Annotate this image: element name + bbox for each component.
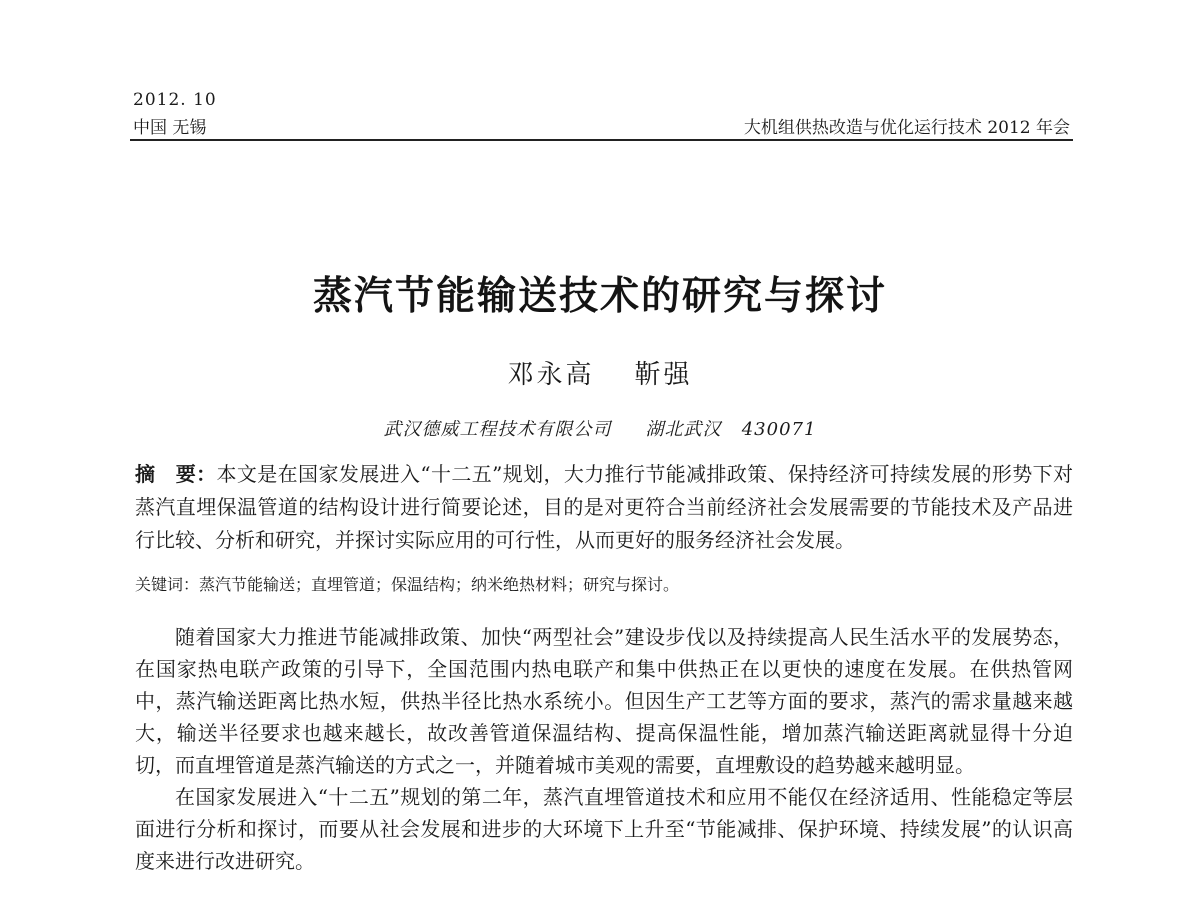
keywords-text: 蒸汽节能输送；直埋管道；保温结构；纳米绝热材料；研究与探讨。 xyxy=(199,575,680,594)
header-place: 中国 无锡 xyxy=(133,118,207,138)
author-name: 靳强 xyxy=(634,360,693,390)
abstract-label: 摘 要： xyxy=(135,462,217,486)
body-text xyxy=(135,621,1073,877)
header-date: 2012. 10 xyxy=(133,90,217,110)
affiliation-org: 武汉德威工程技术有限公司 xyxy=(383,419,612,440)
keywords xyxy=(135,572,1073,595)
body-paragraph: 在国家发展进入“十二五”规划的第二年，蒸汽直埋管道技术和应用不能仅在经济适用、性能稳定等层面进行分析和探讨，而要从社会发展和进步的大环境下上升至“节能减排、保护环境、持续发展”的认识高度来进行改进研究。 xyxy=(135,785,1073,873)
authors xyxy=(0,354,1200,391)
keywords-label: 关键词： xyxy=(135,575,200,594)
body-paragraph: 随着国家大力推进节能减排政策、加快“两型社会”建设步伐以及持续提高人民生活水平的发展势态，在国家热电联产政策的引导下，全国范围内热电联产和集中供热正在以更快的速度在发展。在供热管网中，蒸汽输送距离比热水短，供热半径比热水系统小。但因生产工艺等方面的要求，蒸汽的需求量越来越大，输送半径要求也越来越长，故改善管道保温结构、提高保温性能，增加蒸汽输送距离就显得十分迫切，而直埋管道是蒸汽输送的方式之一，并随着城市美观的需要，直埋敷设的趋势越来越明显。 xyxy=(135,625,1073,777)
abstract-text: 本文是在国家发展进入“十二五”规划，大力推行节能减排政策、保持经济可持续发展的形势下对蒸汽直埋保温管道的结构设计进行简要论述，目的是对更符合当前经济社会发展需要的节能技术及产品进行比较、分析和研究，并探讨实际应用的可行性，从而更好的服务经济社会发展。 xyxy=(135,462,1074,552)
abstract xyxy=(135,458,1073,557)
header-conference: 大机组供热改造与优化运行技术 2012 年会 xyxy=(743,118,1070,138)
author-name: 邓永高 xyxy=(507,360,595,390)
affiliation xyxy=(0,415,1200,441)
header-rule xyxy=(130,139,1073,141)
affiliation-location: 湖北武汉 xyxy=(645,419,722,440)
affiliation-postcode: 430071 xyxy=(741,419,817,440)
paper-title: 蒸汽节能输送技术的研究与探讨 xyxy=(312,274,887,319)
